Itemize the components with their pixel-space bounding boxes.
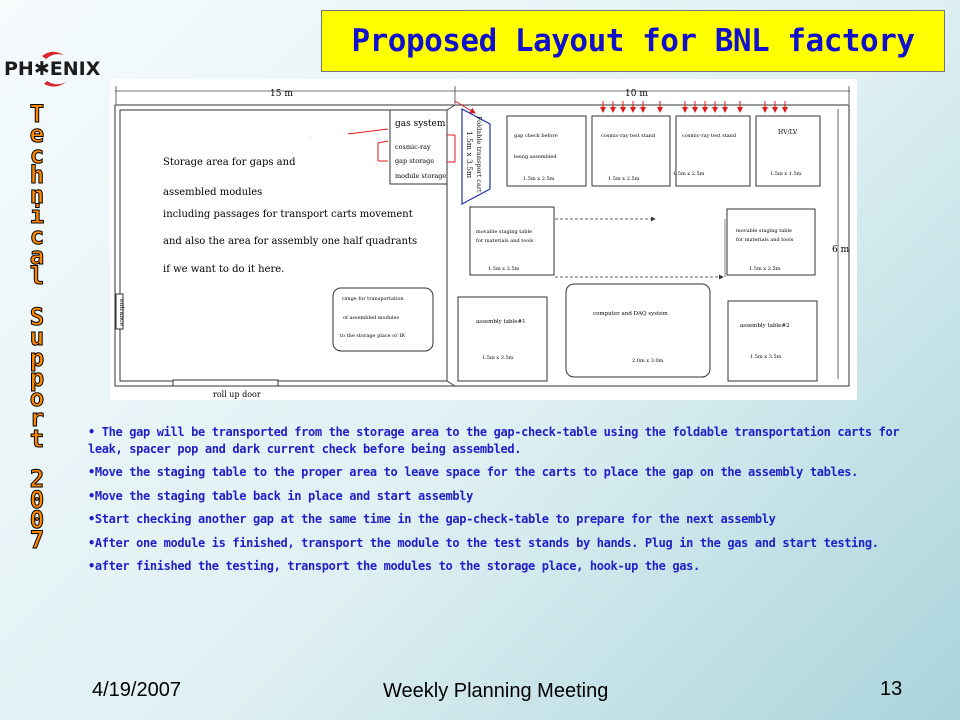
bullet-list [88,424,900,582]
footer-meeting: Weekly Planning Meeting [383,680,609,702]
storage-line-2: assembled modules [163,187,263,198]
assembly1-label: assembly table#1 [476,319,526,325]
range-line-2: of assembled modules [343,315,400,321]
roll-up-door [173,380,278,386]
slide-title-box [321,10,945,72]
gas-item-1: cosmic-ray [395,143,431,151]
storage-line-3: including passages for transport carts movement [163,209,413,220]
storage-description [163,157,417,275]
staging-right-line-1: movable staging table [736,228,793,234]
bullet-4: •Start checking another gap at the same time in the gap-check-table to prepare for the next assembly [88,512,776,526]
gas-system-label: gas system [395,119,446,129]
cosmic-1-size: 1.5m x 2.5m [608,176,640,182]
bullet-2: •Move the staging table to the proper area to leave space for the carts to place the gap on the assembly tables. [88,465,858,479]
cosmic-2-label: cosmic-ray test stand [682,133,737,139]
slide-title: Proposed Layout for BNL factory [351,23,915,59]
gas-item-3: module storage [395,172,447,180]
assembly2-size: 1.5m x 3.5m [750,354,782,360]
storage-line-1: Storage area for gaps and [163,157,296,168]
svg-text:.: . [310,134,312,140]
assembly-table-2 [728,301,817,381]
staging-left-line-2: for materials and tools [476,238,534,244]
gap-check-line-2: being assembled [514,154,557,160]
staging-right-size: 1.5m x 2.5m [749,266,781,272]
staging-left-size: 1.5m x 2.5m [488,266,520,272]
bullet-5: •After one module is finished, transport the module to the test stands by hands. Plug in the gas and start testing. [88,535,879,550]
hvlv-size: 1.5m x 1.5m [770,171,802,177]
cosmic-1-label: cosmic-ray test stand [601,133,656,139]
assembly1-size: 1.5m x 3.5m [482,355,514,361]
gap-check-size: 1.5m x 2.5m [523,176,555,182]
storage-line-5: if we want to do it here. [163,264,285,275]
range-line-1: range for transportation [342,296,404,302]
entrance-label: entrance [118,299,125,327]
range-line-3: to the storage place or IR [340,333,405,339]
staging-left-line-1: movable staging table [476,229,533,235]
storage-line-4: and also the area for assembly one half quadrants [163,236,418,247]
gas-supply-arrows [603,101,785,112]
assembly-table-1 [458,297,547,381]
floor-plan-svg [110,79,857,400]
dim-10m: 10 m [625,89,648,99]
phenix-logo [4,50,100,90]
movement-arrows [555,219,725,277]
cosmic-2-size: 1.5m x 2.5m [673,171,705,177]
dim-15m: 15 m [270,89,293,99]
rollup-label: roll up door [213,390,261,399]
floor-plan-diagram [110,79,857,400]
bullet-6: •after finished the testing, transport the modules to the storage place, hook-up the gas. [88,559,700,573]
staging-right-line-2: for materials and tools [736,237,794,243]
hvlv-label: HV/LV [778,129,798,136]
cart-size: 1.5m x 3.5m [465,131,474,179]
cart-label: Foldable transport cart [475,116,483,193]
dim-6m: 6 m [832,245,850,255]
footer-date: 4/19/2007 [92,679,181,701]
slide-number: 13 [880,678,903,700]
gas-item-2: gap storage [395,157,435,165]
logo-text: PH✱ENIX [4,58,101,80]
bullet-3: •Move the staging table back in place and start assembly [88,488,473,503]
gap-check-line-1: gap check before [514,133,558,139]
computer-size: 2.0m x 3.0m [632,358,664,364]
bullet-1: • The gap will be transported from the storage area to the gap-check-table using the foldable transportation carts for leak, spacer pop and dark current check before being assembled. [88,425,900,456]
computer-label: computer and DAQ system [593,311,668,317]
sidebar-vertical-text: T e c h n i c a l S u p p o r t 2 0 0 7 [29,100,45,555]
assembly2-label: assembly table#2 [740,323,790,329]
